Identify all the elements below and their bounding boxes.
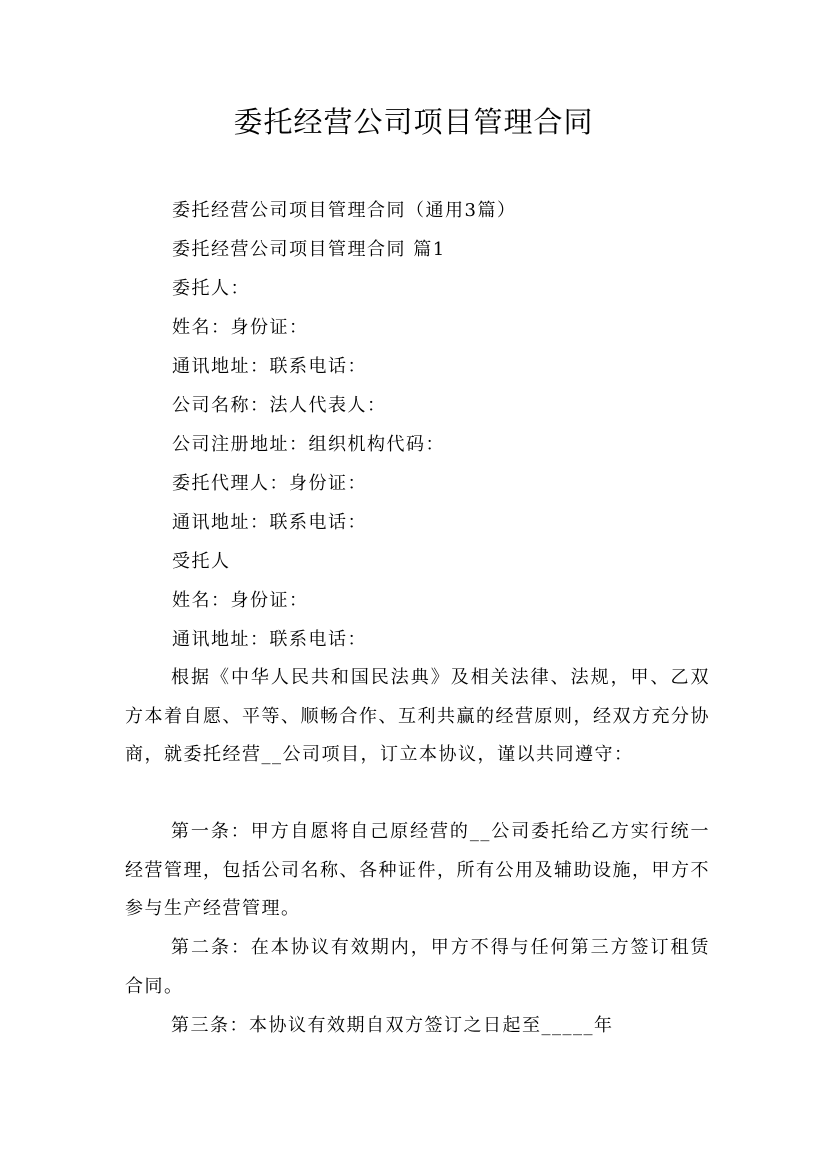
body-paragraph: 第一条：甲方自愿将自己原经营的__公司委托给乙方实行统一经营管理，包括公司名称、各种证件，所有公用及辅助设施，甲方不参与生产经营管理。	[125, 821, 710, 919]
document-title: 委托经营公司项目管理合同	[233, 105, 594, 139]
body-paragraph: 第二条：在本协议有效期内，甲方不得与任何第三方签订租赁合同。	[125, 937, 710, 997]
party-line: 公司注册地址：组织机构代码：	[172, 434, 445, 455]
section-heading: 委托经营公司项目管理合同 篇1	[172, 239, 446, 260]
party-line: 委托人：	[172, 278, 250, 299]
party-line: 公司名称：法人代表人：	[172, 395, 387, 416]
body-paragraph: 根据《中华人民共和国民法典》及相关法律、法规，甲、乙双方本着自愿、平等、顺畅合作、互利共赢的经营原则，经双方充分协商，就委托经营__公司项目，订立本协议，谨以共同遵守：	[125, 667, 710, 765]
body-paragraph: 第三条：本协议有效期自双方签订之日起至_____年	[171, 1015, 614, 1036]
party-line: 通讯地址：联系电话：	[172, 512, 367, 533]
party-line: 受托人	[172, 551, 231, 572]
party-line: 姓名：身份证：	[172, 590, 309, 611]
party-line: 通讯地址：联系电话：	[172, 356, 367, 377]
party-line: 姓名：身份证：	[172, 317, 309, 338]
party-line: 通讯地址：联系电话：	[172, 629, 367, 650]
document-subtitle: 委托经营公司项目管理合同（通用3篇）	[172, 200, 517, 221]
party-line: 委托代理人：身份证：	[172, 473, 367, 494]
